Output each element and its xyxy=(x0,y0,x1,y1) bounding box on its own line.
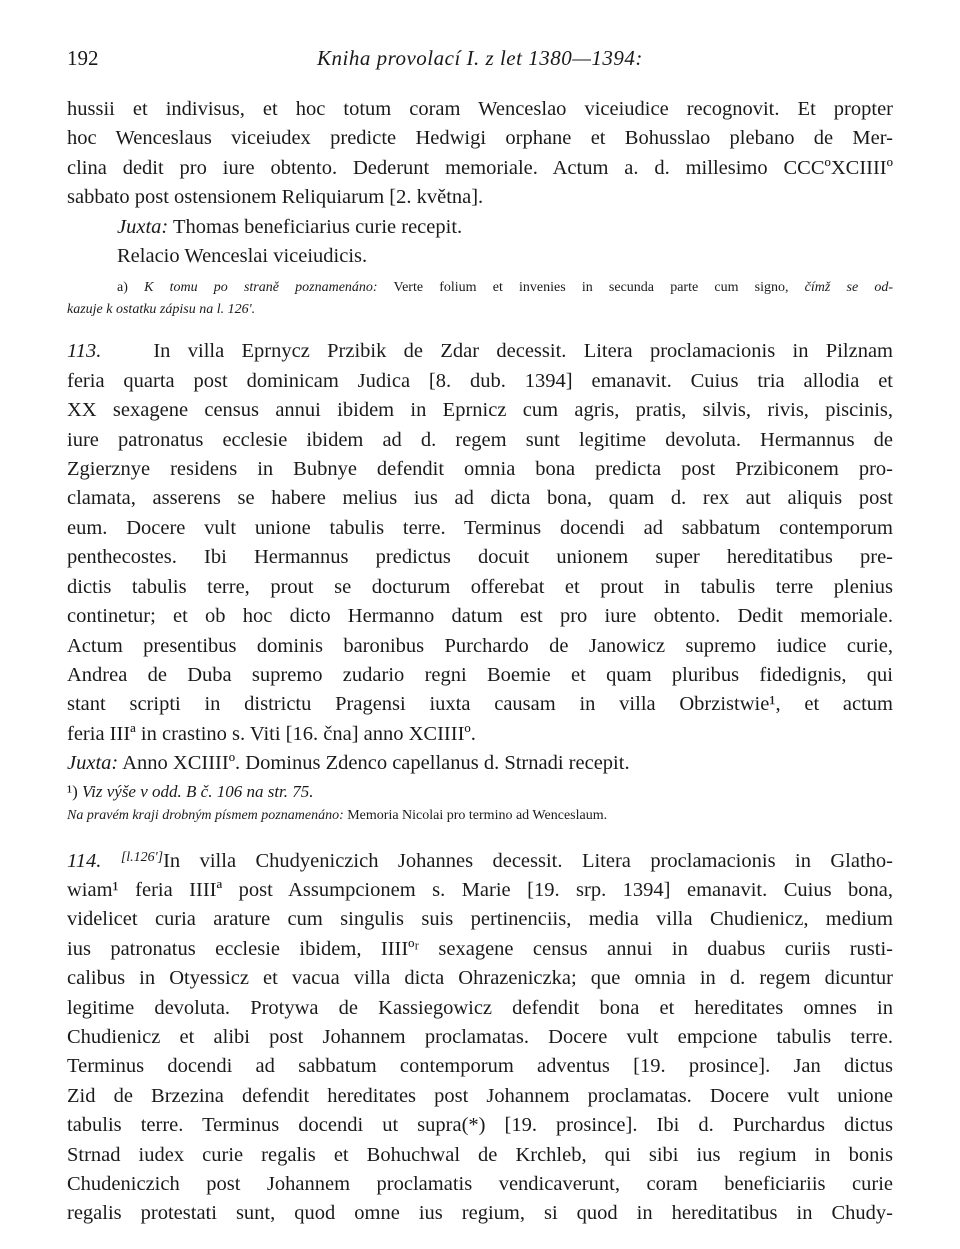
text-line: Terminus docendi ad sabbatum contemporum adventus [19. prosince]. Jan dictus xyxy=(67,1055,893,1078)
text-line: hussii et indivisus, et hoc totum coram Wenceslao viceiudice recognovit. Et propter xyxy=(67,98,893,120)
text-line: Zid de Brzezina defendit hereditates post Johannem proclamatas. Docere vult unione xyxy=(67,1084,893,1107)
juxta-line-113 xyxy=(67,749,893,778)
text-line: penthecostes. Ibi Hermannus predictus docuit unionem super hereditatibus pre- xyxy=(67,546,893,569)
margin-note-113 xyxy=(67,805,893,827)
text-line: ius patronatus ecclesie ibidem, IIIIºʳ sexagene census annui in duabus curiis rusti- xyxy=(67,937,893,960)
text-line: iure patronatus ecclesie ibidem ad d. regem sunt legitime devoluta. Hermannus de xyxy=(67,428,893,451)
footnote-113 xyxy=(67,779,893,805)
text-line: sabbato post ostensionem Reliquiarum [2. května]. xyxy=(67,186,484,209)
text-line: calibus in Otyessicz et vacua villa dicta Ohrazeniczka; que omnia in d. regem dicuntur xyxy=(67,967,893,990)
page-header xyxy=(67,46,893,76)
text-line: Zgierznye residens in Bubnye defendit omnia bona predicta post Przibiconem pro- xyxy=(67,458,893,481)
text-line: Actum presentibus dominis baronibus Purchardo de Janowicz supremo iudice curie, xyxy=(67,634,893,657)
text-line: feria quarta post dominicam Judica [8. dub. 1394] emanavit. Cuius tria allodia et xyxy=(67,369,893,392)
text-line: eum. Docere vult unione tabulis terre. Terminus docendi ad sabbatum contemporum xyxy=(67,516,893,539)
text-line: hoc Wenceslaus viceiudex predicte Hedwigi orphane et Bohusslao plebano de Mer- xyxy=(67,127,893,150)
entry-114-paragraph xyxy=(67,843,893,1229)
running-title: Kniha provolací I. z let 1380—1394: xyxy=(317,46,643,70)
body-text xyxy=(67,95,893,1229)
text-line: clina dedit pro iure obtento. Dederunt memoriale. Actum a. d. millesimo CCCºXCIIIIº xyxy=(67,156,893,179)
entry-112-paragraph xyxy=(67,95,893,213)
juxta-text: Anno XCIIIIº. Dominus Zdenco capellanus d. Strnadi recepit. xyxy=(122,752,630,775)
margin-note-text: Memoria Nicolai pro termino ad Wenceslaum. xyxy=(347,807,608,823)
relacio-text: Relacio Wenceslai viceiudicis. xyxy=(117,245,368,268)
text-line: continetur; et ob hoc dicto Hermanno datum est pro iure obtento. Dedit memoriale. xyxy=(67,605,893,628)
text-line: dictis tabulis terre, prout se docturum offerebat et prout in tabulis terre plenius xyxy=(67,575,893,598)
text-line: clamata, asserens se habere melius ius ad dicta bona, quam d. rex aut aliquis post xyxy=(67,487,893,510)
text-line: legitime devoluta. Protywa de Kassiegowicz defendit bona et hereditates omnes in xyxy=(67,996,893,1019)
text-line: In villa Chudyeniczich Johannes decessit. Litera proclamacionis in Glatho- xyxy=(163,849,894,872)
juxta-label: Juxta: xyxy=(117,215,169,238)
footnote-marker: ¹) xyxy=(67,781,78,801)
text-line: videlicet curia arature cum singulis suis pertinenciis, media villa Chudienicz, medium xyxy=(67,908,893,931)
text-line: Chudeniczich post Johannem proclamatis vendicaverunt, coram beneficiariis curie xyxy=(67,1173,893,1195)
note-line-2: kazuje k ostatku zápisu na l. 126'. xyxy=(67,302,256,318)
juxta-text: Thomas beneficiarius curie recepit. xyxy=(173,215,463,238)
footnote-text: Viz výše v odd. B č. 106 na str. 75. xyxy=(82,781,314,801)
entry-113-paragraph xyxy=(67,337,893,749)
relacio-line xyxy=(67,242,893,271)
note-marker: a) xyxy=(117,280,128,296)
entry-number: 114. xyxy=(67,849,102,872)
text-line: Chudienicz et alibi post Johannem proclamatas. Docere vult empcione tabulis terre. xyxy=(67,1025,893,1048)
text-line: Strnad iudex curie regalis et Bohuchwal de Krchleb, qui sibi ius regium in bonis xyxy=(67,1143,893,1166)
margin-note-italic: Na pravém kraji drobným písmem poznamenáno: xyxy=(67,807,344,823)
text-line: feria IIIª in crastino s. Viti [16. čna] anno XCIIIIº. xyxy=(67,722,476,745)
text-line: stant scripti in districtu Pragensi iuxta causam in villa Obrzistwie¹, et actum xyxy=(67,693,893,716)
text-line: tabulis terre. Terminus docendi ut supra(*) [19. prosince]. Ibi d. Purchardus dictus xyxy=(67,1114,893,1137)
text-line: Andrea de Duba supremo zudario regni Boemie et quam pluribus fidedignis, qui xyxy=(67,663,893,686)
side-note-112 xyxy=(67,277,893,321)
note-text: Verte folium et invenies in secunda parte cum signo, xyxy=(393,280,789,296)
text-line: regalis protestati sunt, quod omne ius regium, si quod in hereditatibus in Chudy- xyxy=(67,1202,893,1225)
juxta-line-112 xyxy=(67,213,893,242)
entry-number: 113. xyxy=(67,340,102,363)
text-line: XX sexagene census annui ibidem in Eprnicz cum agris, pratis, silvis, rivis, piscinis, xyxy=(67,399,893,422)
text-line: In villa Eprnycz Przibik de Zdar decessit. Litera proclamacionis in Pilznam xyxy=(153,340,893,363)
note-italic-2: čímž se od- xyxy=(804,280,894,296)
juxta-label: Juxta: xyxy=(67,752,119,775)
note-italic: K tomu po straně poznamenáno: xyxy=(144,280,378,296)
text-line: wiam¹ feria IIIIª post Assumpcionem s. Marie [19. srp. 1394] emanavit. Cuius bona, xyxy=(67,878,893,901)
folio-reference: [l.126'] xyxy=(120,849,164,865)
page-number: 192 xyxy=(67,46,99,70)
